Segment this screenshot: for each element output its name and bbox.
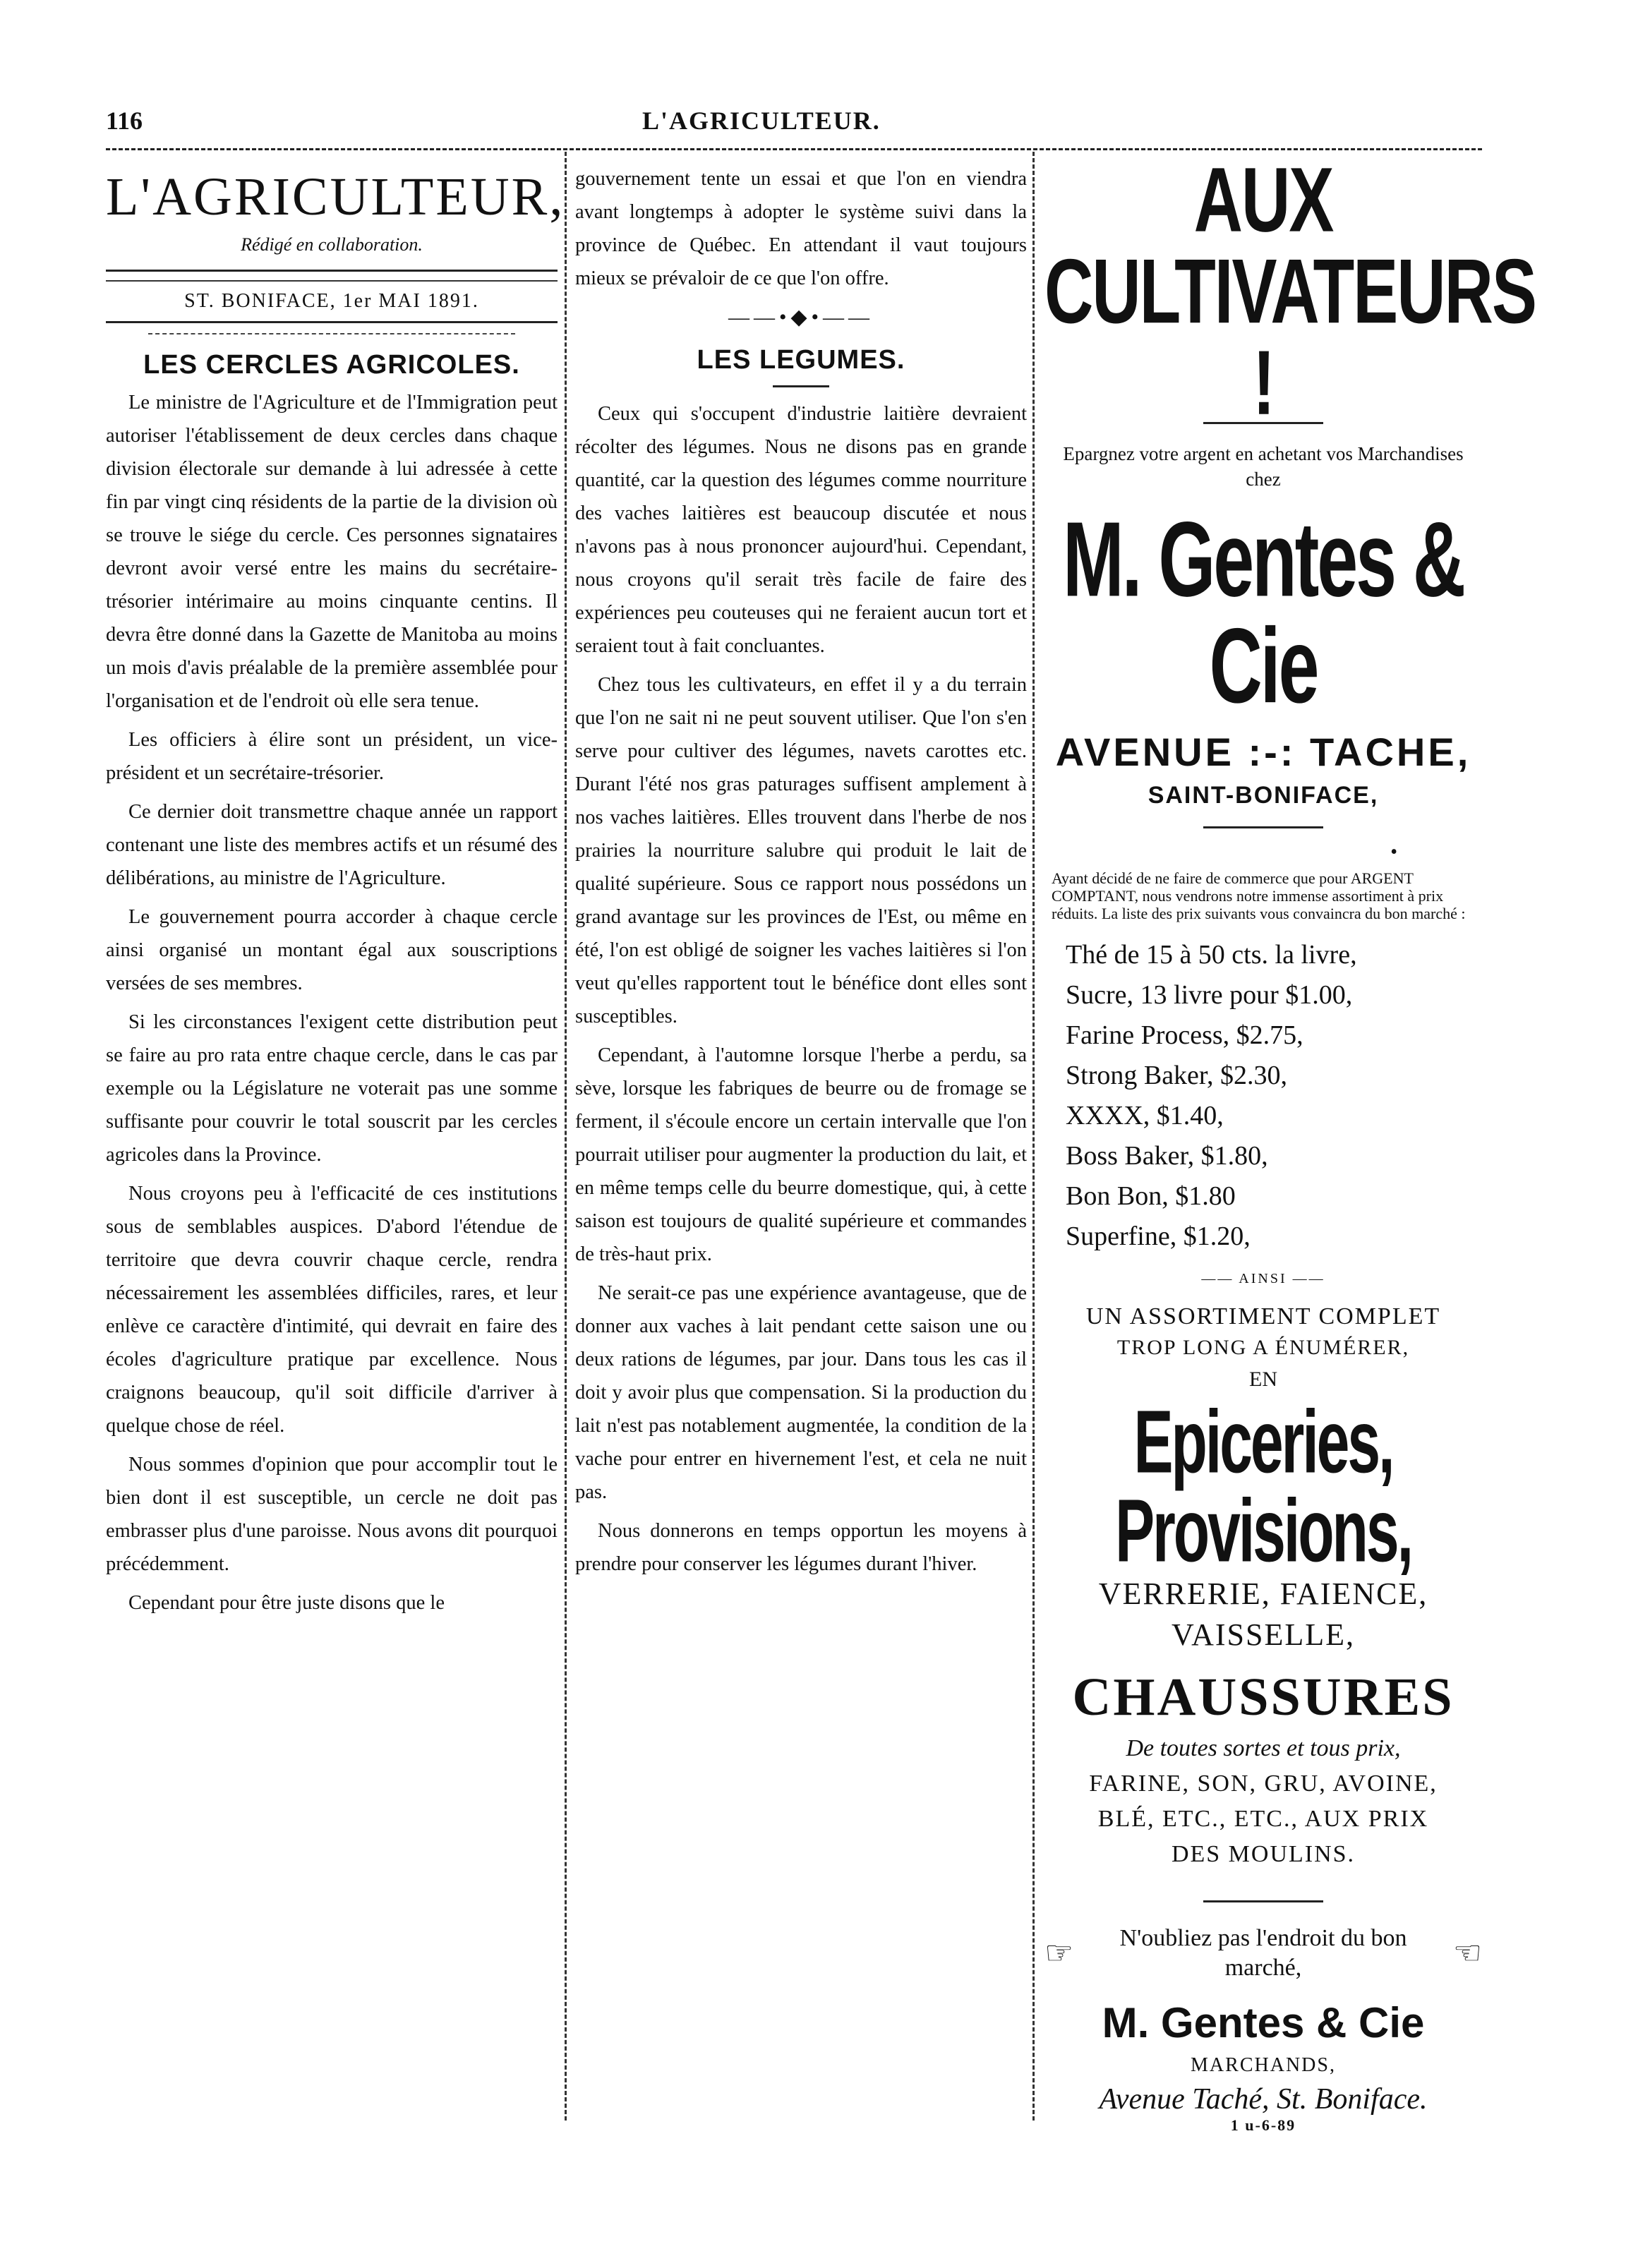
price-item: Superfine, $1.20, bbox=[1066, 1222, 1251, 1251]
price-item: Thé de 15 à 50 cts. la livre, bbox=[1066, 940, 1357, 970]
article-body-cercles-continued bbox=[575, 162, 1027, 295]
ad-ainsi: —— AINSI —— bbox=[1201, 1271, 1325, 1286]
ad-farine-line-2: BLÉ, ETC., ETC., AUX PRIX bbox=[1097, 1806, 1429, 1832]
paragraph: Ne serait-ce pas une expérience avantageuse, que de donner aux vaches à lait pendant cette saison une ou deux rations de légumes, par jour. Dans tous les cas il doit y avoir plus que compensation. Si la production du lait n'est pas notablement augmentée, la condition de la vache pour entrer en hivernement l'est, et cela ne nuit pas. bbox=[575, 1282, 1027, 1503]
ad-headline: AUX CULTIVATEURS ! bbox=[1044, 149, 1536, 435]
ad-reminder-text: N'oubliez pas l'endroit du bon marché, bbox=[1119, 1925, 1407, 1981]
ad-notice: Ayant décidé de ne faire de commerce que pour ARGENT COMPTANT, nous vendrons notre immense assortiment à prix réduits. La liste des prix suivants vous convaincra du bon marché : bbox=[1052, 869, 1466, 922]
ad-code: 1 u-6-89 bbox=[1230, 2116, 1296, 2134]
paragraph: Nous donnerons en temps opportun les moyens à prendre pour conserver les légumes durant l'hiver. bbox=[575, 1520, 1027, 1575]
paragraph: Chez tous les cultivateurs, en effet il y a du terrain que l'on ne sait ni ne peut souvent utiliser. Que l'on s'en serve pour cultiver des légumes, navets carottes etc. Durant l'été nos gras paturages suffisent amplement à nos vaches laitières. Elles trouvent dans l'herbe de nos prairies la nourriture salubre qui produit le lait de qualité supérieure. Sous ce rapport nous possédons un grand avantage sur les provinces de l'Est, ou même en été, l'on est obligé de soigner les vaches laitières si l'on veut qu'elles rapportent tout le bénéfice dont elles sont susceptibles. bbox=[575, 674, 1027, 1027]
ad-reminder bbox=[1044, 1924, 1482, 1983]
ad-farine-line-1: FARINE, SON, GRU, AVOINE, bbox=[1089, 1771, 1438, 1797]
paragraph: Ce dernier doit transmettre chaque année un rapport contenant une liste des membres actifs et un résumé des délibérations, au ministre de l'Agriculture. bbox=[106, 800, 558, 889]
column-divider-2 bbox=[1032, 152, 1035, 2121]
paragraph: Cependant, à l'automne lorsque l'herbe a perdu, sa sève, lorsque les fabriques de beurre ou de fromage se ferment, il s'écoule encore un certain intervalle que l'on pourrait utiliser pour augmenter la production du lait, et en même temps celle du beurre domestique, qui, à cette saison est toujours de qualité supérieure et commandes de très-haut prix. bbox=[575, 1044, 1027, 1265]
paragraph: Cependant pour être juste disons que le bbox=[128, 1591, 445, 1614]
price-item: Farine Process, $2.75, bbox=[1066, 1020, 1303, 1050]
ad-assortment-line-1: UN ASSORTIMENT COMPLET bbox=[1085, 1303, 1441, 1329]
column-right-advertisement bbox=[1044, 149, 1536, 2135]
ad-assortment-line-2: TROP LONG A ÉNUMÉRER, bbox=[1116, 1336, 1410, 1359]
masthead-subtitle: Rédigé en collaboration. bbox=[241, 234, 423, 255]
ad-farine-line-3: DES MOULINS. bbox=[1171, 1841, 1356, 1867]
ad-rule bbox=[1203, 1900, 1323, 1902]
ad-city: SAINT-BONIFACE, bbox=[1148, 782, 1379, 809]
paragraph: gouvernement tente un essai et que l'on en viendra avant longtemps à adopter le système suivi dans la province de Québec. En attendant il vaut toujours mieux se prévaloir de ce que l'on offre. bbox=[575, 168, 1027, 289]
dateline: ST. BONIFACE, 1er MAI 1891. bbox=[184, 289, 479, 312]
ad-rule bbox=[1203, 826, 1323, 828]
paragraph: Si les circonstances l'exigent cette distribution peut se faire au pro rata entre chaque cercle, dans le cas par exemple ou la Législature ne voterait pas une somme suffisante pour couvrir le total souscrit par les cercles agricoles dans la Province. bbox=[106, 1011, 558, 1166]
column-middle bbox=[575, 162, 1027, 1586]
page-number: 116 bbox=[106, 107, 143, 135]
masthead-rule-thin bbox=[106, 280, 558, 282]
paragraph: Ceux qui s'occupent d'industrie laitière devraient récolter des légumes. Nous ne disons pas en grande quantité, car la question des légumes comme nourriture des vaches laitières est beaucoup discutée et nous n'avons pas à nous prononcer aujourd'hui. Cependant, nous croyons qu'il serait très facile de faire des expériences peu couteuses qui ne feraient aucun tort et seraient tout à fait concluantes. bbox=[575, 403, 1027, 657]
paragraph: Les officiers à élire sont un président, un vice-président et un secrétaire-trésorier. bbox=[106, 728, 558, 784]
section-ornament: ——•◆•—— bbox=[728, 306, 874, 329]
ad-chaussures: CHAUSSURES bbox=[1072, 1667, 1455, 1727]
price-list bbox=[1044, 935, 1482, 1257]
price-item: Strong Baker, $2.30, bbox=[1066, 1061, 1288, 1090]
price-item: Sucre, 13 livre pour $1.00, bbox=[1066, 980, 1353, 1010]
dateline-rule bbox=[106, 321, 558, 323]
ad-address: AVENUE :-: TACHE, bbox=[1055, 730, 1471, 774]
ad-intro: Epargnez votre argent en achetant vos Marchandises chez bbox=[1063, 443, 1464, 490]
heading-rule bbox=[773, 385, 829, 387]
ad-vaisselle: VAISSELLE, bbox=[1172, 1617, 1355, 1652]
paragraph: Le gouvernement pourra accorder à chaque cercle ainsi organisé un montant égal aux souscriptions versées de ses membres. bbox=[106, 905, 558, 994]
price-item: XXXX, $1.40, bbox=[1066, 1101, 1224, 1130]
paragraph: Nous croyons peu à l'efficacité de ces institutions sous de semblables auspices. D'abord l'étendue de territoire que devra couvrir chaque cercle, rendra nécessairement les assemblées difficiles, rares, et leur enlève ce caractère d'intimité, qui devrait en faire des écoles d'agriculture pratique par excellence. Nous craignons beaucoup, qu'il soit difficile d'arriver à quelque chose de réel. bbox=[106, 1182, 558, 1437]
page-header bbox=[106, 106, 1482, 148]
ad-dot: • bbox=[1390, 841, 1397, 863]
article-heading-cercles: LES CERCLES AGRICOLES. bbox=[143, 349, 520, 380]
ad-epiceries: Epiceries, Provisions, bbox=[1115, 1392, 1411, 1581]
masthead-title: L'AGRICULTEUR, bbox=[106, 167, 565, 227]
column-divider-1 bbox=[565, 152, 567, 2121]
ad-verrerie: VERRERIE, FAIENCE, bbox=[1098, 1576, 1428, 1611]
ad-marchands: MARCHANDS, bbox=[1191, 2054, 1336, 2076]
article-body-legumes bbox=[575, 397, 1027, 1581]
article-heading-legumes: LES LEGUMES. bbox=[697, 345, 905, 375]
price-item: Bon Bon, $1.80 bbox=[1066, 1181, 1236, 1211]
ad-en: EN bbox=[1249, 1368, 1277, 1391]
dateline-dashes bbox=[148, 333, 515, 334]
ad-firm-name: M. Gentes & Cie bbox=[1063, 500, 1464, 726]
ad-toutes-sortes: De toutes sortes et tous prix, bbox=[1126, 1735, 1401, 1761]
ad-footer-address: Avenue Taché, St. Boniface. bbox=[1099, 2083, 1428, 2116]
masthead-rule bbox=[106, 270, 558, 272]
pointing-hand-right-icon: ☞ bbox=[1044, 1935, 1074, 1971]
running-title: L'AGRICULTEUR. bbox=[642, 107, 881, 135]
article-body-cercles bbox=[106, 386, 558, 1619]
paragraph: Le ministre de l'Agriculture et de l'Immigration peut autoriser l'établissement de deux cercles dans chaque division électorale sur demande à lui adressée à cette fin par vingt cinq résidents de la partie de la division où se trouve le siége du cercle. Ces personnes signataires devront avoir versé entre les mains du secrétaire-trésorier intérimaire au moins cinquante centins. Il devra être donné dans la Gazette de Manitoba au moins un mois d'avis préalable de la première assemblée pour l'organisation et de l'endroit où elle sera tenue. bbox=[106, 391, 558, 712]
column-left bbox=[106, 162, 565, 1625]
paragraph: Nous sommes d'opinion que pour accomplir tout le bien dont il est susceptible, un cercle ne doit pas embrasser plus d'une paroisse. Nous avons dit pourquoi précédemment. bbox=[106, 1453, 558, 1575]
price-item: Boss Baker, $1.80, bbox=[1066, 1141, 1268, 1171]
ad-firm-name-footer: M. Gentes & Cie bbox=[1102, 1999, 1425, 2046]
pointing-hand-left-icon: ☜ bbox=[1452, 1935, 1482, 1971]
